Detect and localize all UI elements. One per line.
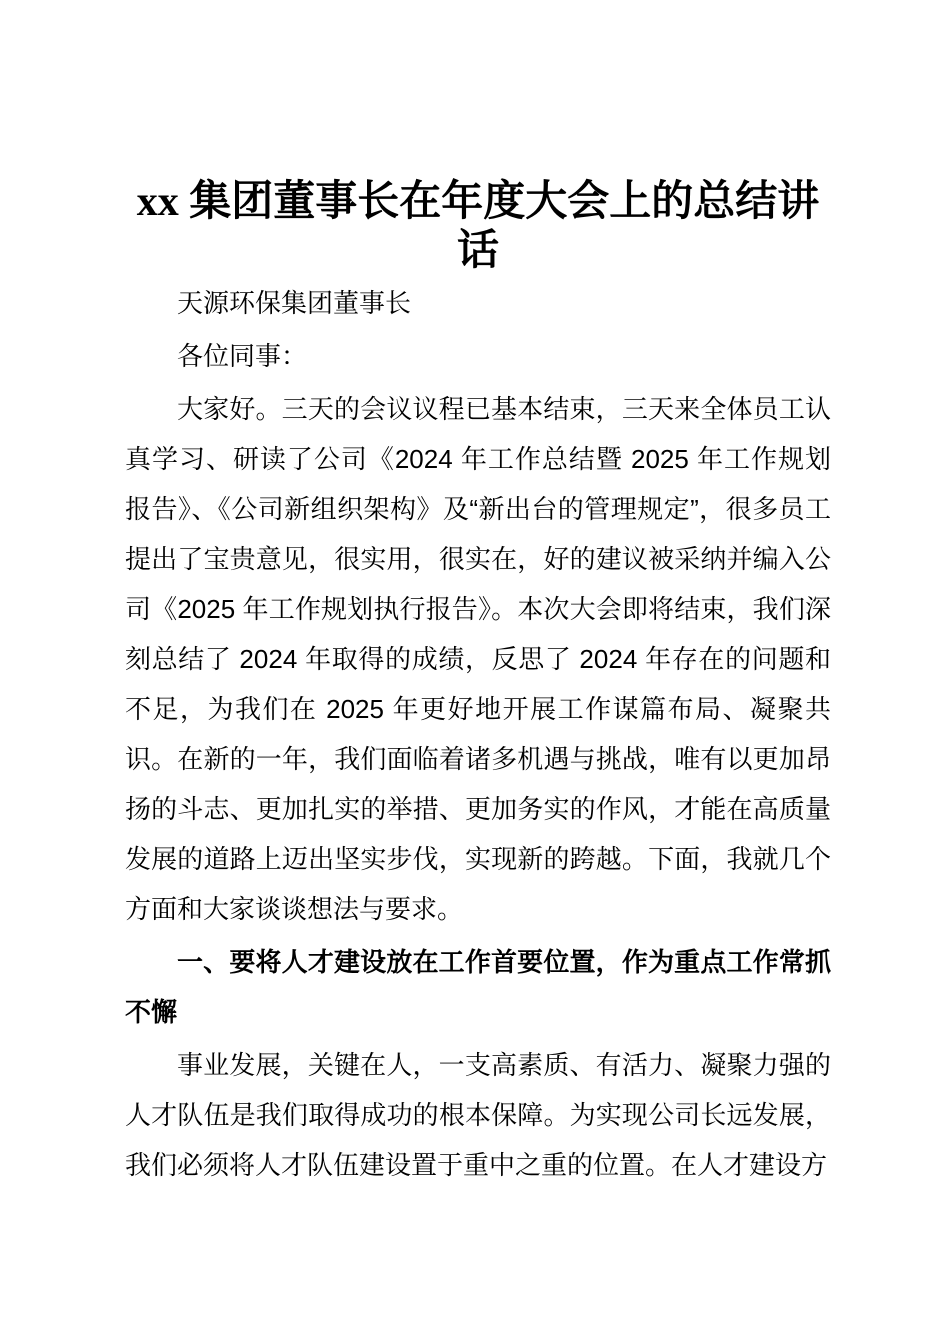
- paragraph-byline: 天源环保集团董事长: [177, 288, 412, 318]
- document-title: xx 集团董事长在年度大会上的总结讲话: [136, 179, 820, 274]
- paragraph-salutation: 各位同事：: [177, 341, 308, 371]
- paragraph-body-2: 事业发展，关键在人，一支高素质、有活力、凝聚力强的人才队伍是我们取得成功的根本保障。为实现公司长远发展，我们必须将人才队伍建设置于重中之重的位置。在人才建设方: [125, 1050, 831, 1180]
- section-heading-1: 一、要将人才建设放在工作首要位置，作为重点工作常抓不懈: [125, 947, 831, 1027]
- paragraph-body-1: 大家好。三天的会议议程已基本结束，三天来全体员工认真学习、研读了公司《2024 年工作总结暨 2025 年工作规划报告》、《公司新组织架构》及“新出台的管理规定”，很多员工提出了宝贵意见，很实用，很实在，好的建议被采纳并编入公司《2025 年工作规划执行报告》。本次大会即将结束，我们深刻总结了 2024 年取得的成绩，反思了 2024 年存在的问题和不足，为我们在 2025 年更好地开展工作谋篇布局、凝聚共识。在新的一年，我们面临着诸多机遇与挑战，唯有以更加昂扬的斗志、更加扎实的举措、更加务实的作风，才能在高质量发展的道路上迈出坚实步伐，实现新的跨越。下面，我就几个方面和大家谈谈想法与要求。: [125, 394, 831, 924]
